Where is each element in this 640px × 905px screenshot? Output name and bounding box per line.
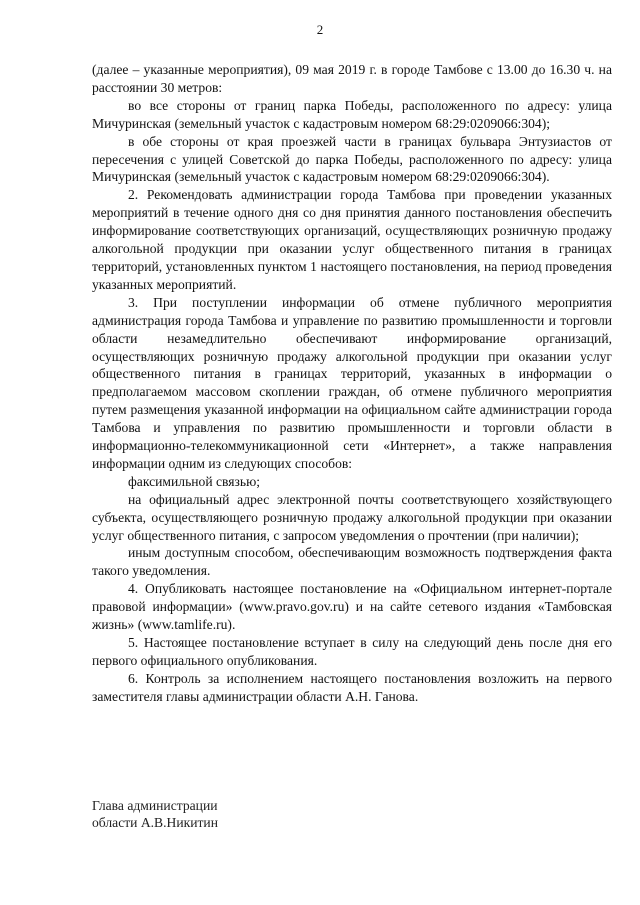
paragraph-item-4: 4. Опубликовать настоящее постановление на «Официальном интернет-портале правовой информации» (www.pravo.gov.ru) и на сайте сетевого издания «Тамбовская жизнь» (www.tamlife.ru). (92, 581, 612, 633)
page-number: 2 (316, 22, 324, 37)
signature-block (92, 797, 218, 831)
paragraph-item-2: 2. Рекомендовать администрации города Тамбова при проведении указанных мероприятий в течение одного дня со дня принятия данного постановления обеспечить информирование соответствующих организаций, осуществляющих розничную продажу алкогольной продукции при оказании услуг общественного питания в границах территорий, установленных пунктом 1 настоящего постановления, на период проведения указанных мероприятий. (92, 187, 612, 292)
paragraph-boulevard-boundaries: в обе стороны от края проезжей части в границах бульвара Энтузиастов от пересечения с улицей Советской до парка Победы, расположенного по адресу: улица Мичуринская (земельный участок с кадастровым номером 68:29:0209066:304). (92, 133, 612, 185)
paragraph-item-3: 3. При поступлении информации об отмене публичного мероприятия администрация города Тамбова и управление по развитию промышленности и торговли области незамедлительно обеспечивают информирование организаций, осуществляющих розничную продажу алкогольной продукции при оказании услуг общественного питания в границах территорий, указанных в информации о предполагаемом массовом скоплении граждан, об отмене публичного мероприятия путем размещения указанной информации на официальном сайте администрации города Тамбова и управления по развитию промышленности и торговли области в информационно-телекоммуникационной сети «Интернет», а также направления информации одним из следующих способов: (92, 294, 612, 471)
paragraph-other-method: иным доступным способом, обеспечивающим возможность подтверждения факта такого уведомления. (92, 545, 612, 579)
signature-title: Глава администрации (92, 798, 218, 813)
paragraph-continuation: (далее – указанные мероприятия), 09 мая 2019 г. в городе Тамбове с 13.00 до 16.30 ч. на расстоянии 30 метров: (92, 62, 612, 95)
signature-name: области А.В.Никитин (92, 815, 218, 830)
paragraph-email-method: на официальный адрес электронной почты соответствующего хозяйствующего субъекта, осуществляющего розничную продажу алкогольной продукции при оказании услуг общественного питания, с запросом уведомления о прочтении (при наличии); (92, 491, 612, 543)
paragraph-item-6: 6. Контроль за исполнением настоящего постановления возложить на первого заместителя главы администрации области А.Н. Ганова. (92, 670, 612, 704)
paragraph-fax-method: факсимильной связью; (128, 473, 261, 489)
document-body (92, 61, 612, 706)
paragraph-park-boundaries: во все стороны от границ парка Победы, расположенного по адресу: улица Мичуринская (земельный участок с кадастровым номером 68:29:0209066:304); (92, 97, 612, 131)
paragraph-item-5: 5. Настоящее постановление вступает в силу на следующий день после дня его первого официального опубликования. (92, 635, 612, 668)
